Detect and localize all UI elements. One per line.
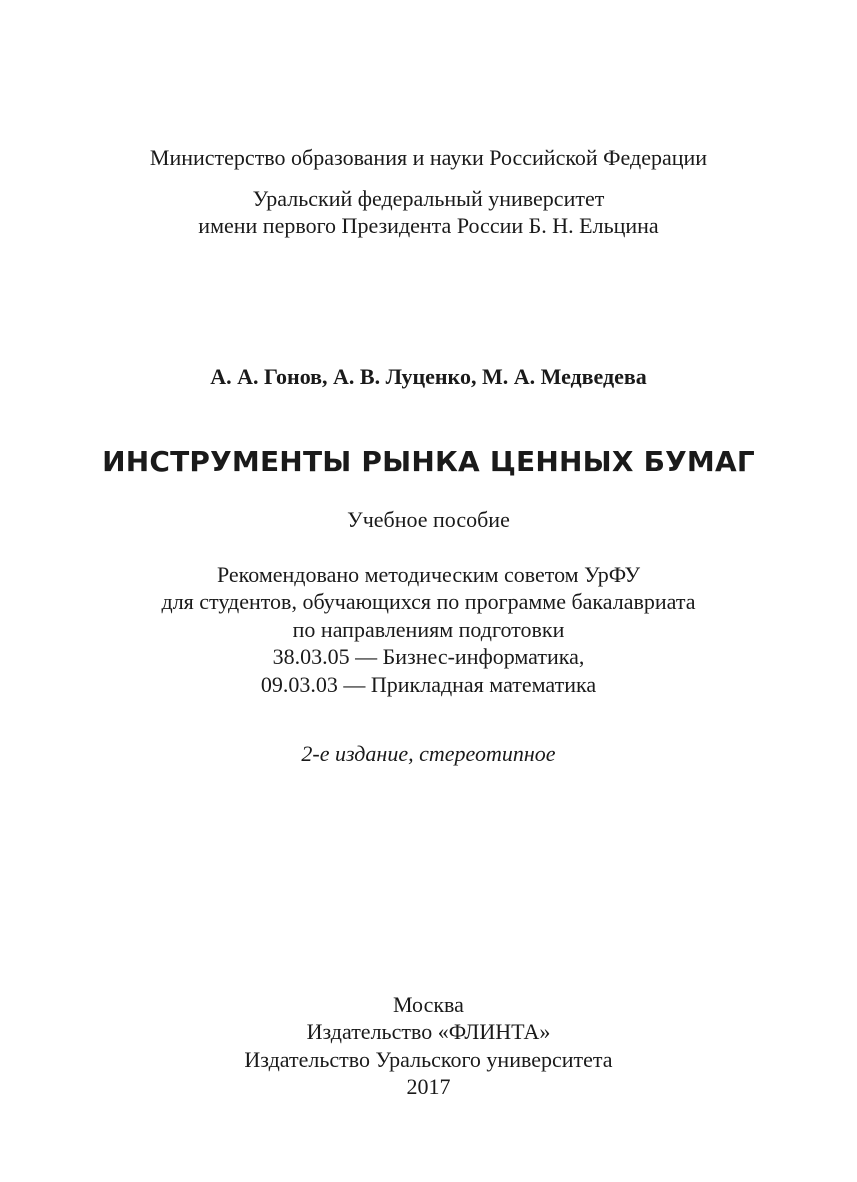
book-subtitle: Учебное пособие [347, 507, 510, 532]
recommendation-line-1: Рекомендовано методическим советом УрФУ [216, 562, 641, 587]
imprint-publisher-2: Издательство Уральского университета [244, 1047, 613, 1072]
imprint-year: 2017 [406, 1074, 451, 1099]
recommendation-line-5: 09.03.03 — Прикладная математика [260, 672, 597, 697]
recommendation-line-2: для студентов, обучающихся по программе бакалавриата [161, 589, 696, 614]
recommendation-line-4: 38.03.05 — Бизнес-информатика, [272, 644, 585, 669]
university-line-2: имени первого Президента России Б. Н. Ельцина [198, 213, 659, 238]
imprint-publisher-1: Издательство «ФЛИНТА» [306, 1019, 551, 1044]
recommendation-line-3: по направлениям подготовки [292, 617, 565, 642]
book-title: ИНСТРУМЕНТЫ РЫНКА ЦЕННЫХ БУМАГ [102, 445, 755, 478]
ministry-line: Министерство образования и науки Российской Федерации [149, 145, 708, 170]
edition-note: 2-е издание, стереотипное [301, 741, 556, 766]
imprint-city: Москва [393, 992, 464, 1017]
authors: А. А. Гонов, А. В. Луценко, М. А. Медведева [210, 364, 647, 389]
university-line-1: Уральский федеральный университет [252, 186, 605, 211]
